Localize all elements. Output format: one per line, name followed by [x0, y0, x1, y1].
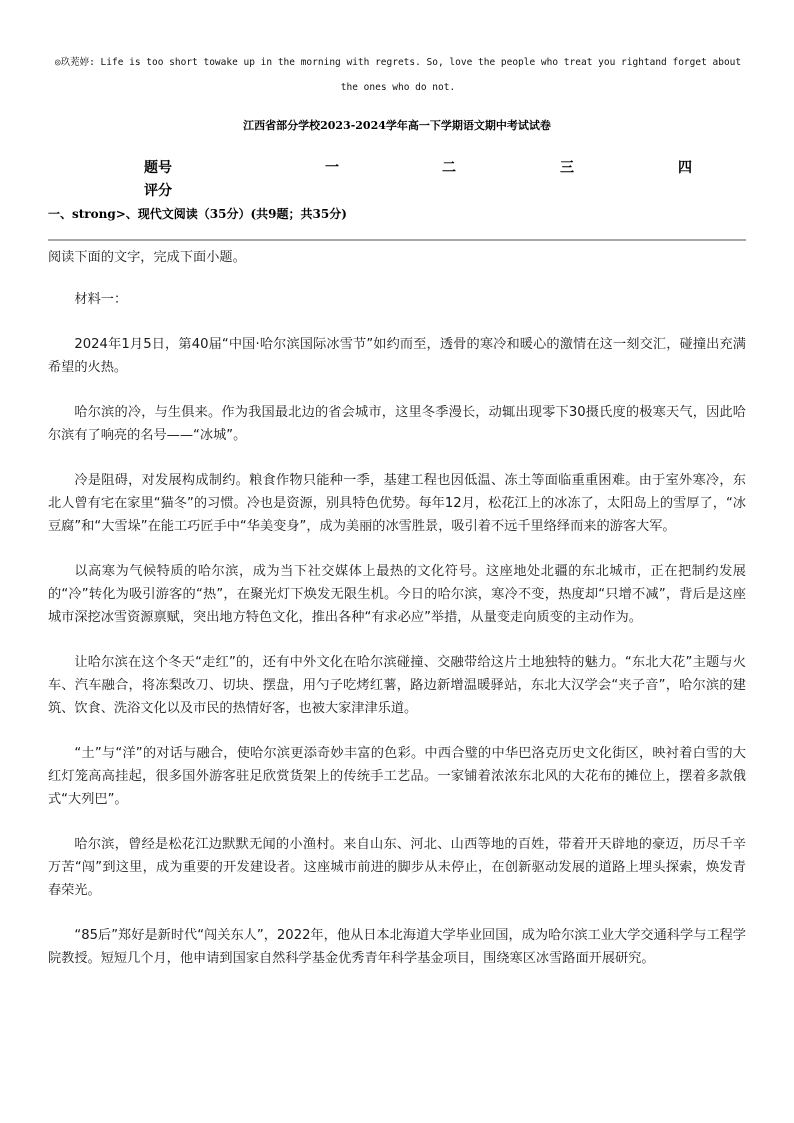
motto-line-2: the ones who do not.: [340, 82, 456, 93]
article-paragraph: 以高寒为气候特质的哈尔滨，成为当下社交媒体上最热的文化符号。这座地处北疆的东北城市，正在把制约发展的“冷”转化为吸引游客的“热”，在聚光灯下焕发无限生机。今日的哈尔滨，寒冷不变，热度却“只增不减”，背后是这座城市深挖冰雪资源禀赋，突出地方特色文化，推出各种“有求必应”举措，从量变走向质变的主动作为。: [48, 564, 746, 625]
article-paragraph: 让哈尔滨在这个冬天“走红”的，还有中外文化在哈尔滨碰撞、交融带给这片土地独特的魅力。“东北大花”主题与火车、汽车融合，将冻梨改刀、切块、摆盘，用勺子吃烤红薯，路边新增温暖驿站，东北大汉学会“夹子音”，哈尔滨的建筑、饮食、洗浴文化以及市民的热情好客，也被大家津津乐道。: [48, 655, 746, 716]
score-table: [0, 0, 794, 200]
score-row-label-number: 题号: [144, 160, 172, 176]
score-row-label-score: 评分: [144, 183, 172, 199]
section-heading: 一、strong>、现代文阅读（35分）(共9题；共35分): [48, 207, 347, 221]
article-paragraph: “土”与“洋”的对话与融合，使哈尔滨更添奇妙丰富的色彩。中西合璧的中华巴洛克历史文化街区，映衬着白雪的大红灯笼高高挂起，很多国外游客驻足欣赏货架上的传统手工艺品。一家铺着浓浓东北风的大花布的摊位上，摆着多款俄式“大列巴”。: [48, 746, 746, 807]
score-column-3: 三: [560, 160, 574, 176]
score-column-4: 四: [678, 160, 692, 176]
article-paragraph: 哈尔滨的冷，与生俱来。作为我国最北边的省会城市，这里冬季漫长，动辄出现零下30摄氏度的极寒天气，因此哈尔滨有了响亮的名号——“冰城”。: [48, 405, 746, 443]
reading-article: [48, 246, 746, 992]
motto-line-1: ◎玖茺婷: Life is too short towake up in the morning with regrets. So, love the people who treat you rightand forget about: [54, 57, 742, 68]
exam-title: 江西省部分学校2023-2024学年高一下学期语文期中考试试卷: [243, 119, 551, 132]
material-label: 材料一：: [74, 292, 128, 307]
article-paragraph: 2024年1月5日，第40届“中国·哈尔滨国际冰雪节”如约而至，透骨的寒冷和暖心的激情在这一刻交汇，碰撞出充满希望的火热。: [48, 337, 746, 375]
score-column-1: 一: [325, 160, 339, 176]
article-paragraph: “85后”郑好是新时代“闯关东人”，2022年，他从日本北海道大学毕业回国，成为哈尔滨工业大学交通科学与工程学院教授。短短几个月，他申请到国家自然科学基金优秀青年科学基金项目，围绕寒区冰雪路面开展研究。: [48, 928, 746, 966]
article-paragraph: 哈尔滨，曾经是松花江边默默无闻的小渔村。来自山东、河北、山西等地的百姓，带着开天辟地的豪迈，历尽千辛万苦“闯”到这里，成为重要的开发建设者。这座城市前进的脚步从未停止，在创新驱动发展的道路上埋头探索，焕发青春荣光。: [48, 837, 746, 898]
reading-instruction: 阅读下面的文字，完成下面小题。: [48, 250, 246, 265]
section-divider: [48, 239, 746, 241]
article-paragraph: 冷是阻碍，对发展构成制约。粮食作物只能种一季，基建工程也因低温、冻土等面临重重困难。由于室外寒冷，东北人曾有宅在家里“猫冬”的习惯。冷也是资源，别具特色优势。每年12月，松花江上的冰冻了，太阳岛上的雪厚了，“冰豆腐”和“大雪垛”在能工巧匠手中“华美变身”，成为美丽的冰雪胜景，吸引着不远千里络绎而来的游客大军。: [48, 473, 746, 534]
score-column-2: 二: [442, 160, 456, 176]
